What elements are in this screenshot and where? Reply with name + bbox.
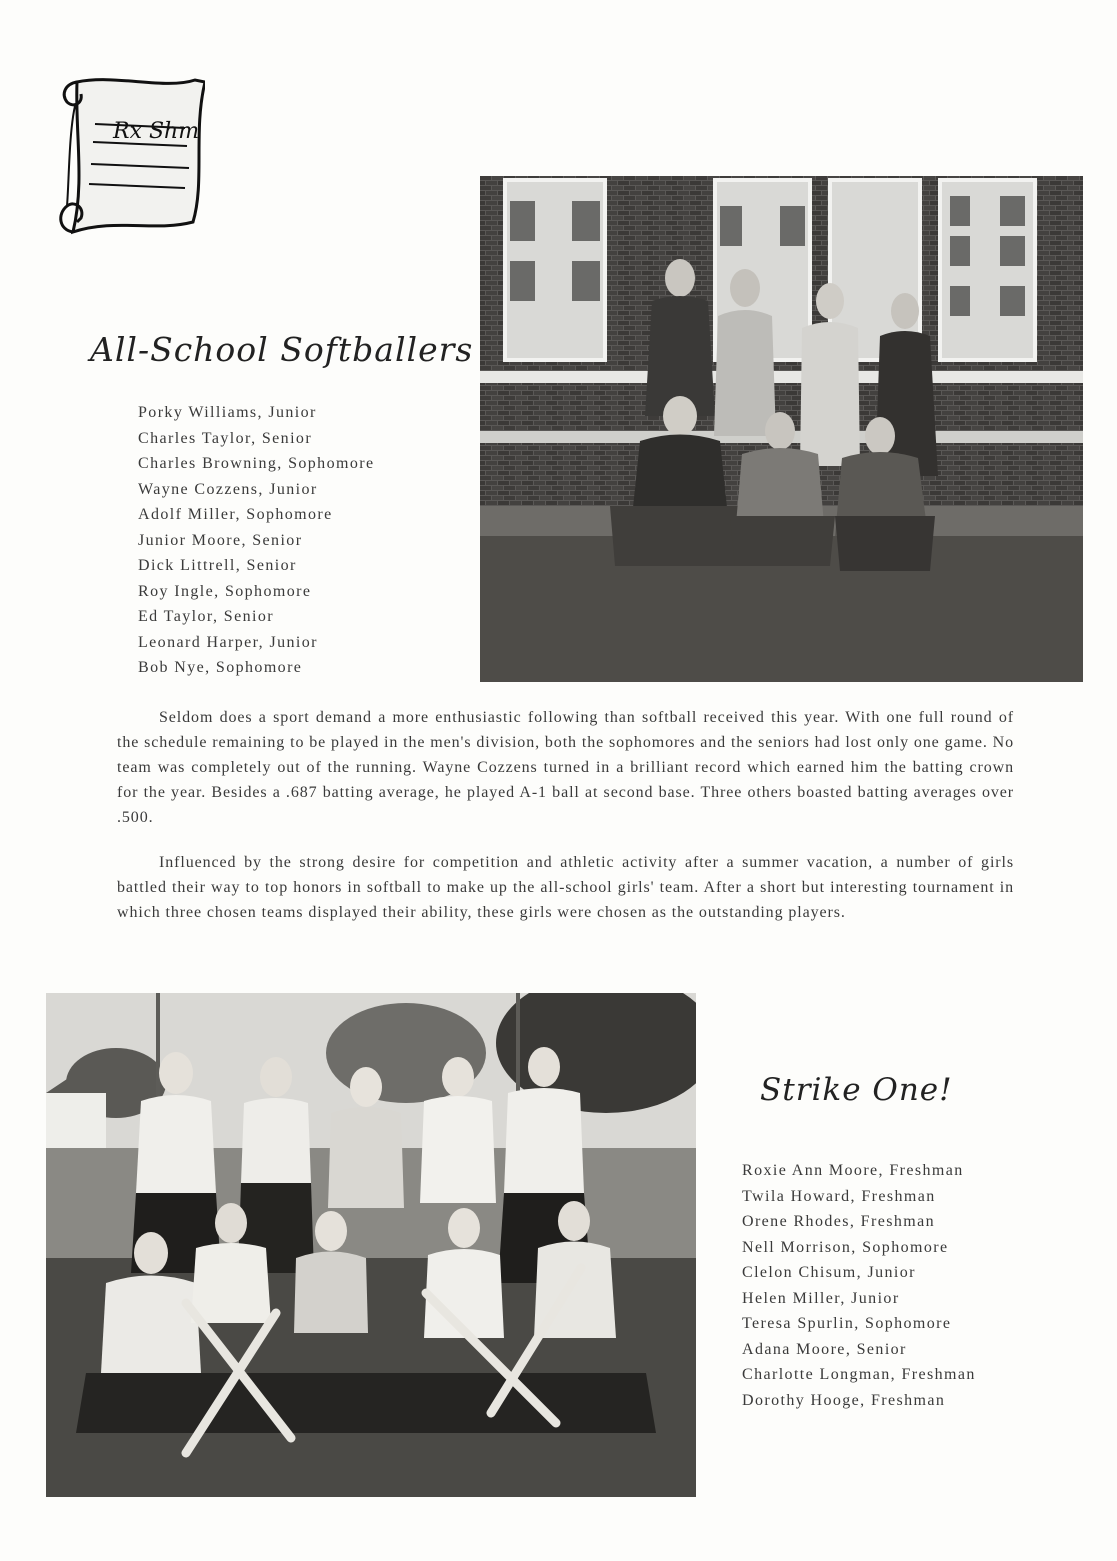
article-body: [117, 705, 1014, 925]
roster-item: Charlotte Longman, Freshman: [742, 1366, 976, 1383]
paragraph: Seldom does a sport demand a more enthusiastic following than softball received this year. With one full round of the schedule remaining to be played in the men's division, both the sophomores and the seniors had lost only one game. No team was completely out of the running. Wayne Cozzens turned in a brilliant record which earned him the batting crown for the year. Besides a .687 batting average, he played A-1 ball at second base. Three others boasted batting averages over .500.: [117, 709, 1014, 826]
roster-item: Adolf Miller, Sophomore: [138, 506, 333, 523]
boys-team-title: All-School Softballers: [90, 330, 474, 369]
roster-item: Junior Moore, Senior: [138, 531, 303, 549]
roster-item: Twila Howard, Freshman: [742, 1187, 936, 1205]
roster-item: Bob Nye, Sophomore: [138, 659, 303, 676]
roster-item: Orene Rhodes, Freshman: [742, 1213, 935, 1230]
roster-item: Helen Miller, Junior: [742, 1289, 900, 1307]
roster-item: Clelon Chisum, Junior: [742, 1264, 916, 1281]
roster-item: Adana Moore, Senior: [742, 1340, 907, 1358]
boys-team-photo: [480, 176, 1083, 682]
girls-team-photo: [46, 993, 696, 1497]
roster-item: Teresa Spurlin, Sophomore: [742, 1315, 952, 1332]
roster-item: Charles Taylor, Senior: [138, 429, 313, 447]
scroll-logo: [55, 72, 205, 242]
girls-roster: [742, 1158, 976, 1413]
roster-item: Porky Williams, Junior: [138, 404, 317, 421]
girls-team-title: Strike One!: [760, 1072, 953, 1108]
roster-item: Leonard Harper, Junior: [138, 633, 318, 651]
boys-roster: [138, 400, 374, 681]
roster-item: Roxie Ann Moore, Freshman: [742, 1162, 964, 1179]
roster-item: Dorothy Hooge, Freshman: [742, 1391, 946, 1409]
roster-item: Charles Browning, Sophomore: [138, 455, 375, 472]
logo-lettering: Rx Shm: [113, 119, 200, 144]
scroll-icon: [55, 72, 205, 242]
roster-item: Ed Taylor, Senior: [138, 608, 274, 625]
roster-item: Nell Morrison, Sophomore: [742, 1238, 949, 1256]
roster-item: Wayne Cozzens, Junior: [138, 480, 318, 498]
roster-item: Dick Littrell, Senior: [138, 557, 297, 574]
roster-item: Roy Ingle, Sophomore: [138, 582, 312, 600]
paragraph: Influenced by the strong desire for competition and athletic activity after a summer vacation, a number of girls battled their way to top honors in softball to make up the all-school girls' team. After a short but interesting tournament in which three chosen teams displayed their ability, these girls were chosen as the outstanding players.: [117, 854, 1014, 921]
